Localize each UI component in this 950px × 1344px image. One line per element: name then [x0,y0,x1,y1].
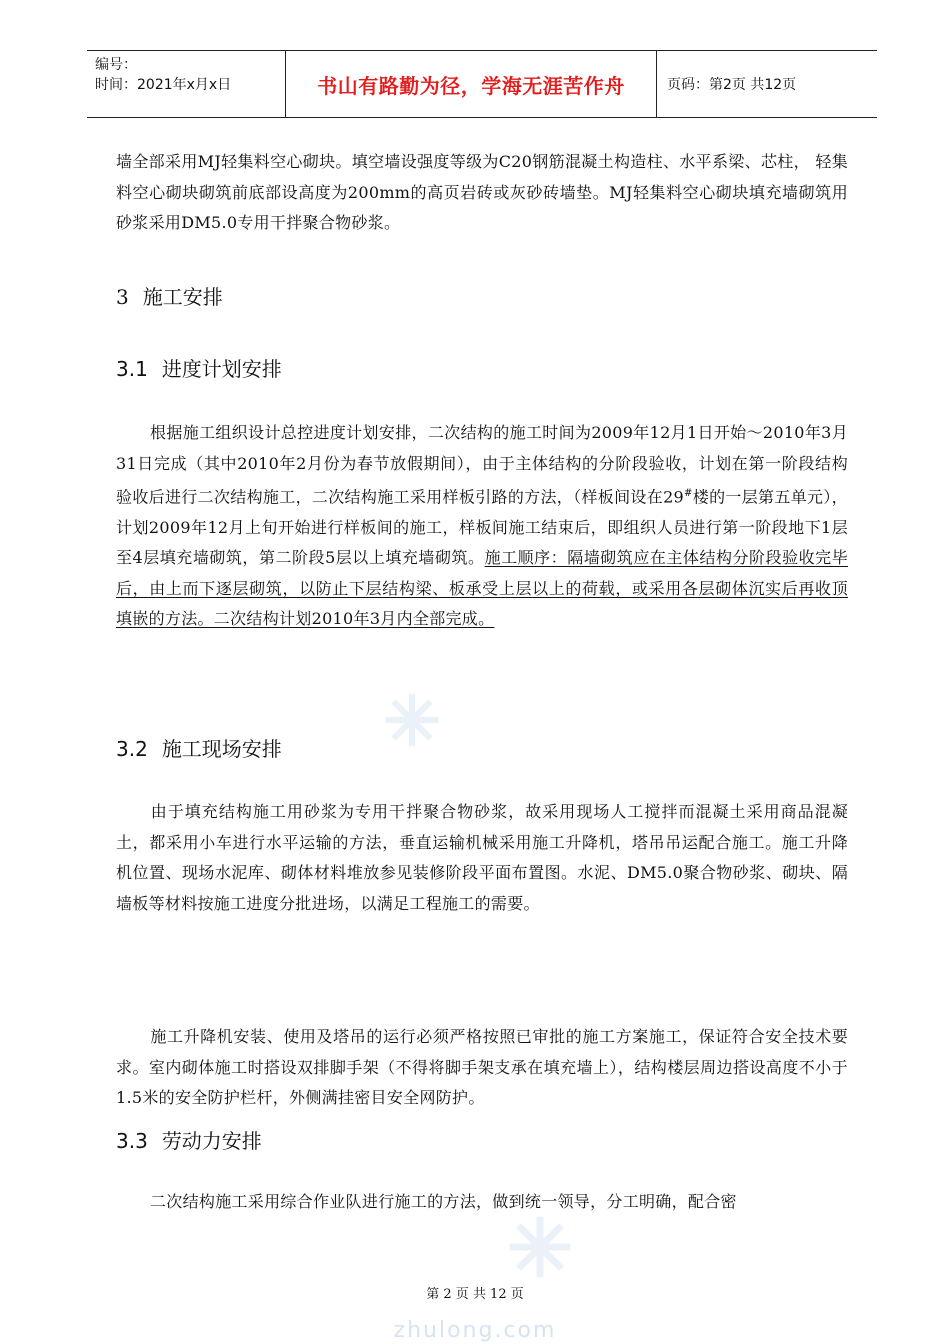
document-number-label: 编号： [95,57,137,73]
section-3-1-heading [116,355,282,383]
section-3-2-title: 施工现场安排 [161,737,282,761]
construction-sequence-underlined: 施工顺序：隔墙砌筑应在主体结构分阶段验收完毕后，由上而下逐层砌筑，以防止下层结构梁、板承受上层以上的荷载，或采用各层砌体沉实后再收顶填嵌的方法。二次结构计划2010年3月内全部完成。 [116,548,848,629]
section-3-1-number: 3.1 [116,357,148,381]
site-arrangement-text: 由于填充结构施工用砂浆为专用干拌聚合物砂浆，故采用现场人工搅拌而混凝土采用商品混凝土，都采用小车进行水平运输的方法，垂直运输机械采用施工升降机，塔吊吊运配合施工。施工升降机位置、现场水泥库、砌体材料堆放参见装修阶段平面布置图。水泥、DM5.0聚合物砂浆、砌块、隔墙板等材料按施工进度分批进场，以满足工程施工的需要。 [116,802,848,913]
watermark-text: zhulong.com [393,1318,557,1343]
document-time-label: 时间：2021年x月x日 [95,77,232,93]
section-3-3-heading [116,1127,262,1155]
building-superscript: # [684,488,693,499]
page-header [87,50,877,118]
section-3-2-heading [116,735,282,763]
intro-paragraph: 墙全部采用MJ轻集料空心砌块。填空墙设强度等级为C20钢筋混凝土构造柱、水平系梁、芯柱， 轻集料空心砌块砌筑前底部设高度为200mm的高页岩砖或灰砂砖墙垫。MJ轻集料空心砌块填充墙砌筑用砂浆采用DM5.0专用干拌聚合物砂浆。 [116,152,848,232]
section-3-3-number: 3.3 [116,1129,148,1153]
schedule-text-part2: 楼的一层第五单元），计划2009年12月上旬开始进行样板间的施工，样板间施工结束后，即组织人员进行第一阶段地下1层至4层填充墙砌筑，第二阶段5层以上填充墙砌筑。 [116,487,848,568]
watermark-logo-icon [382,690,442,750]
schedule-text-part1: 根据施工组织设计总控进度计划安排，二次结构的施工时间为2009年12月1日开始～2010年3月31日完成（其中2010年2月份为春节放假期间），由于主体结构的分阶段验收，计划在第一阶段结构验收后进行二次结构施工，二次结构施工采用样板引路的方法，（样板间设在29 [116,423,848,507]
section-3-1-paragraph [116,418,848,635]
section-3-title: 施工安排 [142,285,223,309]
section-3-3-paragraph-1 [116,1187,848,1218]
labor-arrangement-text: 二次结构施工采用综合作业队进行施工的方法，做到统一领导，分工明确，配合密 [150,1192,737,1211]
section-3-1-title: 进度计划安排 [161,357,282,381]
header-page-info: 页码：第2页 共12页 [667,77,797,93]
header-meta [87,51,285,117]
watermark-logo-icon [505,1212,575,1282]
section-3-3-title: 劳动力安排 [161,1129,262,1153]
safety-requirements-text: 施工升降机安装、使用及塔吊的运行必须严格按照已审批的施工方案施工，保证符合安全技术要求。室内砌体施工时搭设双排脚手架（不得将脚手架支承在填充墙上），结构楼层周边搭设高度不小于1.5米的安全防护栏杆，外侧满挂密目安全网防护。 [116,1027,848,1107]
section-3-2-paragraph-2 [116,1022,848,1114]
section-3-2-number: 3.2 [116,737,148,761]
page-footer: 第 2 页 共 12 页 [426,1287,524,1302]
section-3-number: 3 [116,285,129,309]
header-motto: 书山有路勤为径，学海无涯苦作舟 [285,51,657,117]
section-3-heading [116,283,223,311]
section-3-2-paragraph-1 [116,797,848,919]
